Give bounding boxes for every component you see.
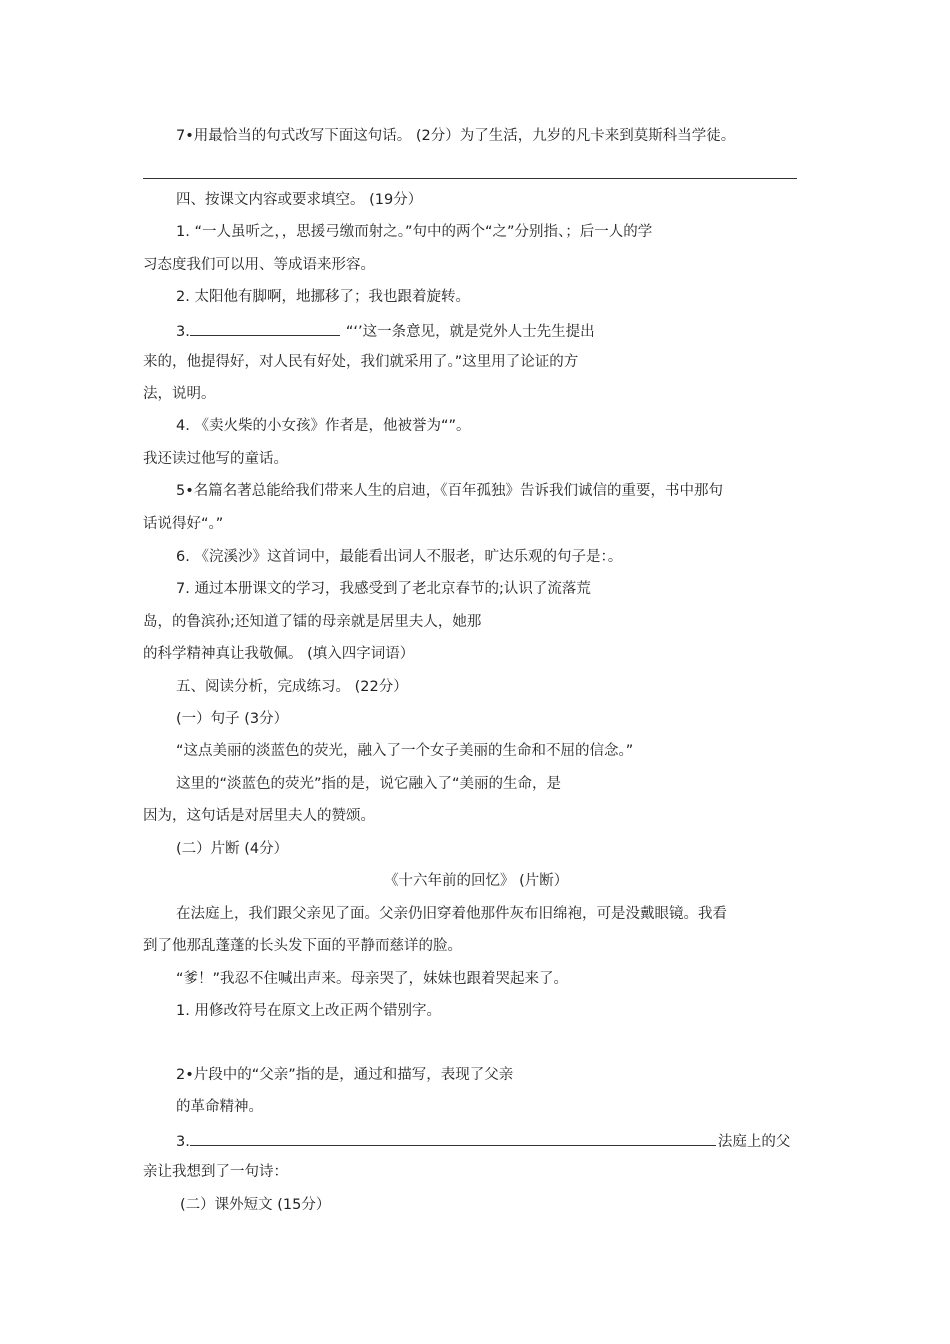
part-2-question-3-text: 法庭上的父 [717,1134,791,1150]
s4-item-3-line2: 来的，他提得好，对人民有好处，我们就采用了。”这里用了论证的方 [143,354,579,370]
s4-item-3-text: “‘’这一条意见，就是党外人士先生提出 [345,324,595,340]
s4-item-5-line2: 话说得好“。” [143,516,224,532]
section-5-heading: 五、阅读分析，完成练习。 (22分） [176,679,408,695]
fill-blank [190,1130,716,1146]
answer-line [143,178,797,179]
s4-item-4-line1: 4. 《卖火柴的小女孩》作者是，他被誉为“”。 [176,418,471,434]
part-2-question-2-line2: 的革命精神。 [176,1099,263,1115]
part-2-question-1: 1. 用修改符号在原文上改正两个错别字。 [176,1003,441,1019]
fill-blank [190,320,340,336]
excerpt-heading: 《十六年前的回忆》 (片断） [384,873,569,889]
excerpt-para-1-line2: 到了他那乱蓬蓬的长头发下面的平静而慈详的脸。 [143,938,462,954]
s4-item-3-line3: 法，说明。 [143,386,216,402]
section-4-heading: 四、按课文内容或要求填空。 (19分） [176,192,423,208]
part-1-question-line1: 这里的“淡蓝色的荧光”指的是，说它融入了“美丽的生命，是 [176,776,562,792]
s4-item-5-line1: 5•名篇名著总能给我们带来人生的启迪，《百年孤独》告诉我们诚信的重要，书中那句 [176,483,724,499]
part-2-question-3-number: 3. [176,1134,190,1150]
part-1-quote: “这点美丽的淡蓝色的荧光，融入了一个女子美丽的生命和不屈的信念。” [176,743,634,759]
excerpt-para-2: “爹！”我忍不住喊出声来。母亲哭了，妹妹也跟着哭起来了。 [176,971,569,987]
part-2-question-3-line2: 亲让我想到了一句诗： [143,1164,288,1180]
s4-item-7-line2: 岛，的鲁滨孙;还知道了镭的母亲就是居里夫人，她那 [143,614,482,630]
part-3-title: (二）课外短文 (15分） [180,1197,331,1213]
s4-item-1-line2: 习态度我们可以用、等成语来形容。 [143,257,375,273]
part-1-title: (一）句子 (3分） [176,711,289,727]
s4-item-6: 6. 《浣溪沙》这首词中，最能看出词人不服老，旷达乐观的句子是：。 [176,549,623,565]
s4-item-1-line1: 1. “一人虽听之，，思援弓缴而射之。”句中的两个“之”分别指、；后一人的学 [176,224,653,240]
s4-item-7-line1: 7. 通过本册课文的学习，我感受到了老北京春节的;认识了流落荒 [176,581,591,597]
s4-item-3-number: 3. [176,324,190,340]
part-2-question-2-line1: 2•片段中的“父亲”指的是，通过和描写，表现了父亲 [176,1067,514,1083]
question-7: 7•用最恰当的句式改写下面这句话。 (2分）为了生活，九岁的凡卡来到莫斯科当学徒。 [176,128,736,144]
part-2-title: (二）片断 (4分） [176,841,289,857]
s4-item-2: 2. 太阳他有脚啊，地挪移了；我也跟着旋转。 [176,289,470,305]
part-2-question-3-line1 [176,1130,790,1150]
s4-item-7-line3: 的科学精神真让我敬佩。 (填入四字词语） [143,646,415,662]
s4-item-3-line1 [176,320,595,340]
excerpt-para-1-line1: 在法庭上，我们跟父亲见了面。父亲仍旧穿着他那件灰布旧绵袍，可是没戴眼镜。我看 [176,906,727,922]
s4-item-4-line2: 我还读过他写的童话。 [143,451,288,467]
part-1-question-line2: 因为，这句话是对居里夫人的赞颂。 [143,808,375,824]
